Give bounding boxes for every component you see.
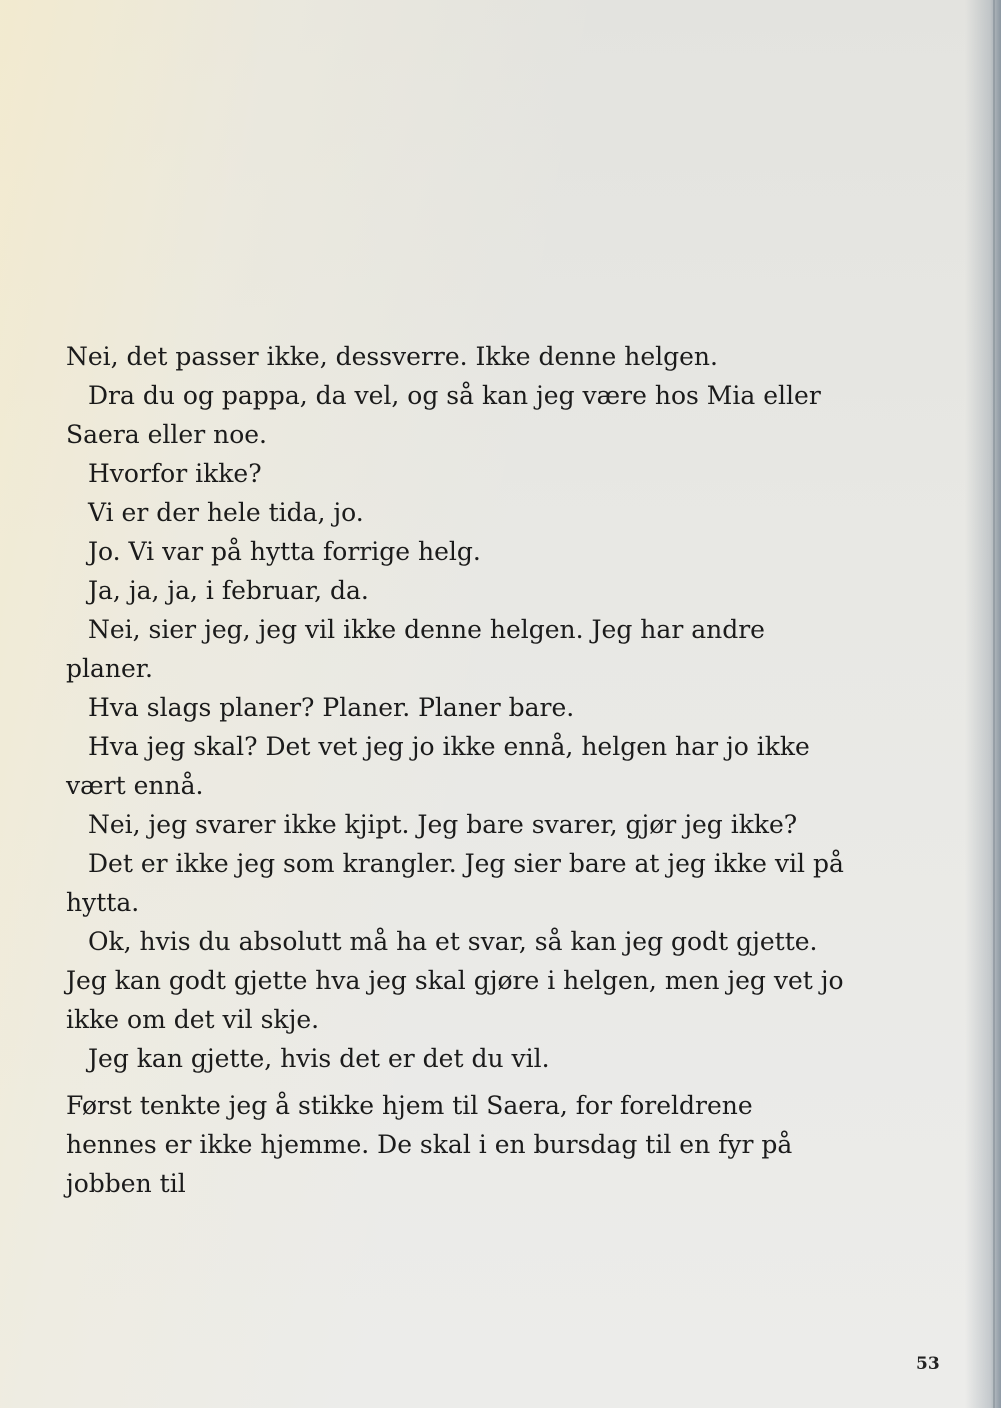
paragraph: Ok, hvis du absolutt må ha et svar, så kan jeg godt gjette. Jeg kan godt gjette hva jeg skal gjøre i helgen, men jeg vet jo ikke om det vil skje.	[66, 927, 844, 1034]
paragraph: Hvorfor ikke?	[88, 459, 262, 488]
paragraph: Jo. Vi var på hytta forrige helg.	[88, 537, 481, 566]
narrative-section	[66, 1086, 846, 1203]
page-number: 53	[916, 1354, 940, 1374]
paragraph: Dra du og pappa, da vel, og så kan jeg være hos Mia eller Saera eller noe.	[66, 381, 821, 449]
paragraph: Ja, ja, ja, i februar, da.	[88, 576, 369, 605]
page-gutter-shadow	[965, 0, 1001, 1408]
dialogue-section	[66, 337, 846, 1078]
paragraph: Hva slags planer? Planer. Planer bare.	[88, 693, 575, 722]
paragraph: Nei, jeg svarer ikke kjipt. Jeg bare svarer, gjør jeg ikke?	[88, 810, 798, 839]
paragraph: Jeg kan gjette, hvis det er det du vil.	[88, 1044, 550, 1073]
paragraph: Nei, det passer ikke, dessverre. Ikke denne helgen.	[66, 342, 718, 371]
page-edge	[993, 0, 995, 1408]
paragraph: Hva jeg skal? Det vet jeg jo ikke ennå, helgen har jo ikke vært ennå.	[66, 732, 810, 800]
paragraph: Vi er der hele tida, jo.	[88, 498, 364, 527]
paragraph: Først tenkte jeg å stikke hjem til Saera, for foreldrene hennes er ikke hjemme. De skal i en bursdag til en fyr på jobben til	[66, 1091, 793, 1198]
paragraph: Nei, sier jeg, jeg vil ikke denne helgen. Jeg har andre planer.	[66, 615, 765, 683]
paragraph: Det er ikke jeg som krangler. Jeg sier bare at jeg ikke vil på hytta.	[66, 849, 844, 917]
